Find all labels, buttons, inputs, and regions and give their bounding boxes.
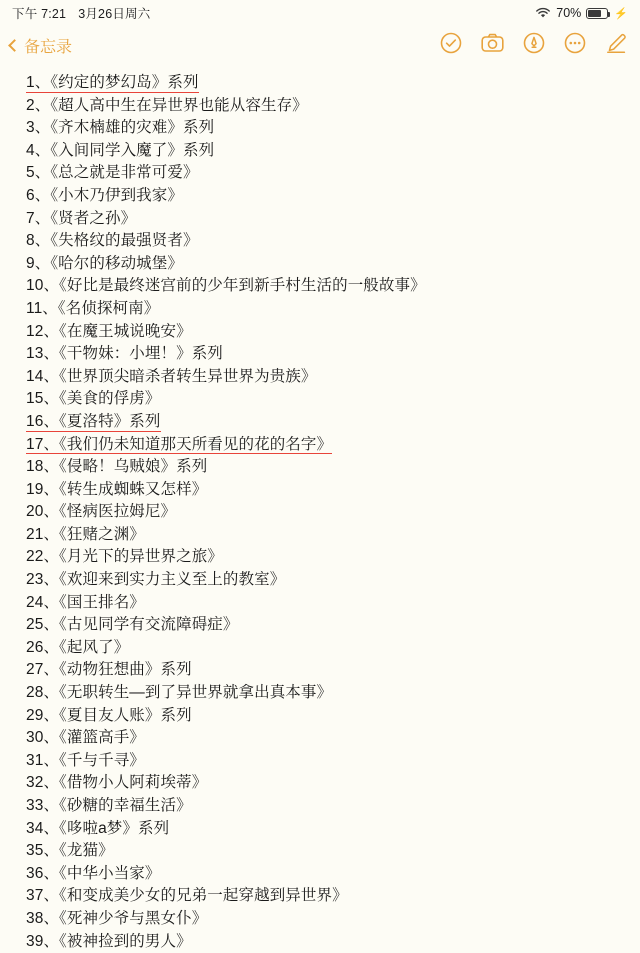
- note-line-text: 14、《世界顶尖暗杀者转生异世界为贵族》: [26, 367, 317, 385]
- note-line[interactable]: [0, 275, 640, 298]
- chevron-left-icon: [8, 39, 21, 52]
- note-line-text: 11、《名侦探柯南》: [26, 299, 160, 317]
- note-line[interactable]: [0, 72, 640, 95]
- note-line-text: 33、《砂糖的幸福生活》: [26, 797, 192, 814]
- note-line-text: 19、《转生成蜘蛛又怎样》: [26, 480, 208, 498]
- note-line[interactable]: [0, 818, 640, 841]
- note-line-text: 13、《干物妹：小埋！》系列: [26, 345, 223, 363]
- note-line-text: 39、《被神捡到的男人》: [26, 932, 192, 950]
- note-line[interactable]: [0, 321, 640, 344]
- note-line[interactable]: [0, 479, 640, 502]
- battery-icon: [586, 8, 608, 19]
- note-line[interactable]: [0, 230, 640, 253]
- note-line-text: 38、《死神少爷与黑女仆》: [26, 909, 208, 927]
- note-line-text: 12、《在魔王城说晚安》: [26, 322, 192, 340]
- status-date: 3月26日周六: [78, 7, 151, 21]
- wifi-icon: [535, 7, 551, 19]
- back-button-label: 备忘录: [24, 38, 73, 56]
- status-bar: [0, 0, 640, 26]
- note-line-text: 9、《哈尔的移动城堡》: [26, 254, 183, 272]
- note-line[interactable]: [0, 546, 640, 569]
- note-line-text: 35、《龙猫》: [26, 842, 114, 860]
- note-line-text: 30、《灌篮高手》: [26, 729, 145, 747]
- note-line[interactable]: [0, 185, 640, 208]
- note-line-text: 29、《夏目友人账》系列: [26, 706, 192, 724]
- note-line-text: 1、《约定的梦幻岛》系列: [26, 74, 199, 91]
- note-line[interactable]: [0, 298, 640, 321]
- note-line[interactable]: [0, 524, 640, 547]
- more-ellipsis-icon[interactable]: [563, 31, 587, 60]
- note-line-text: 15、《美食的俘虏》: [26, 390, 161, 408]
- note-line-text: 5、《总之就是非常可爱》: [26, 164, 199, 182]
- note-line-text: 3、《齐木楠雄的灾难》系列: [26, 119, 215, 137]
- note-line-text: 16、《夏洛特》系列: [26, 412, 161, 430]
- note-line-text: 8、《失格纹的最强贤者》: [26, 232, 199, 250]
- note-line-text: 27、《动物狂想曲》系列: [26, 661, 192, 679]
- note-line-text: 28、《无职转生—到了异世界就拿出真本事》: [26, 684, 333, 702]
- note-line[interactable]: [0, 343, 640, 366]
- note-line[interactable]: [0, 208, 640, 231]
- note-line-text: 6、《小木乃伊到我家》: [26, 186, 183, 204]
- note-line[interactable]: [0, 117, 640, 140]
- note-line-text: 17、《我们仍未知道那天所看见的花的名字》: [26, 435, 333, 453]
- note-line[interactable]: [0, 705, 640, 728]
- note-line-text: 25、《古见同学有交流障碍症》: [26, 616, 239, 634]
- note-line[interactable]: [0, 727, 640, 750]
- note-line-text: 31、《千与千寻》: [26, 751, 145, 769]
- note-line[interactable]: [0, 456, 640, 479]
- note-line-text: 23、《欢迎来到实力主义至上的教室》: [26, 571, 286, 589]
- note-line[interactable]: [0, 592, 640, 615]
- note-line[interactable]: [0, 795, 640, 818]
- note-line-text: 36、《中华小当家》: [26, 864, 161, 882]
- note-line[interactable]: [0, 388, 640, 411]
- note-line[interactable]: [0, 885, 640, 908]
- note-line[interactable]: [0, 840, 640, 863]
- lightning-bolt-icon: ⚡: [614, 7, 628, 20]
- note-line[interactable]: [0, 95, 640, 118]
- note-line[interactable]: [0, 411, 640, 434]
- note-line[interactable]: [0, 366, 640, 389]
- nav-actions: [439, 31, 628, 60]
- back-button[interactable]: [10, 34, 72, 57]
- note-line[interactable]: [0, 162, 640, 185]
- note-line[interactable]: [0, 659, 640, 682]
- status-bar-left: [12, 4, 150, 22]
- note-line-text: 7、《贤者之孙》: [26, 209, 137, 227]
- compose-icon[interactable]: [604, 31, 628, 60]
- note-line-text: 22、《月光下的异世界之旅》: [26, 548, 223, 566]
- status-time: 下午 7:21: [12, 7, 67, 21]
- note-line[interactable]: [0, 908, 640, 931]
- note-line-text: 26、《起风了》: [26, 638, 130, 656]
- note-line[interactable]: [0, 637, 640, 660]
- nav-bar: [0, 26, 640, 64]
- note-line-text: 37、《和变成美少女的兄弟一起穿越到异世界》: [26, 887, 348, 905]
- status-bar-right: [535, 6, 628, 20]
- note-line[interactable]: [0, 931, 640, 953]
- note-line-text: 2、《超人高中生在异世界也能从容生存》: [26, 96, 308, 114]
- camera-icon[interactable]: [480, 31, 505, 60]
- note-line-text: 20、《怪病医拉姆尼》: [26, 503, 177, 521]
- note-line-text: 18、《侵略！乌贼娘》系列: [26, 458, 208, 476]
- note-content[interactable]: [0, 64, 640, 953]
- note-line[interactable]: [0, 501, 640, 524]
- note-line[interactable]: [0, 253, 640, 276]
- note-line-text: 4、《入间同学入魔了》系列: [26, 141, 215, 159]
- note-line[interactable]: [0, 682, 640, 705]
- note-line[interactable]: [0, 614, 640, 637]
- battery-percent-label: 70%: [556, 6, 582, 20]
- note-line-text: 10、《好比是最终迷宫前的少年到新手村生活的一般故事》: [26, 277, 426, 295]
- note-line[interactable]: [0, 434, 640, 457]
- note-line-text: 24、《国王排名》: [26, 593, 145, 611]
- checkmark-circle-icon[interactable]: [439, 31, 463, 60]
- note-line-text: 21、《狂赌之渊》: [26, 525, 145, 543]
- note-line[interactable]: [0, 863, 640, 886]
- note-line-text: 34、《哆啦a梦》系列: [26, 819, 170, 837]
- note-line-text: 32、《借物小人阿莉埃蒂》: [26, 774, 208, 792]
- note-line[interactable]: [0, 772, 640, 795]
- note-line[interactable]: [0, 569, 640, 592]
- note-line[interactable]: [0, 750, 640, 773]
- note-line[interactable]: [0, 140, 640, 163]
- markup-pen-icon[interactable]: [522, 31, 546, 60]
